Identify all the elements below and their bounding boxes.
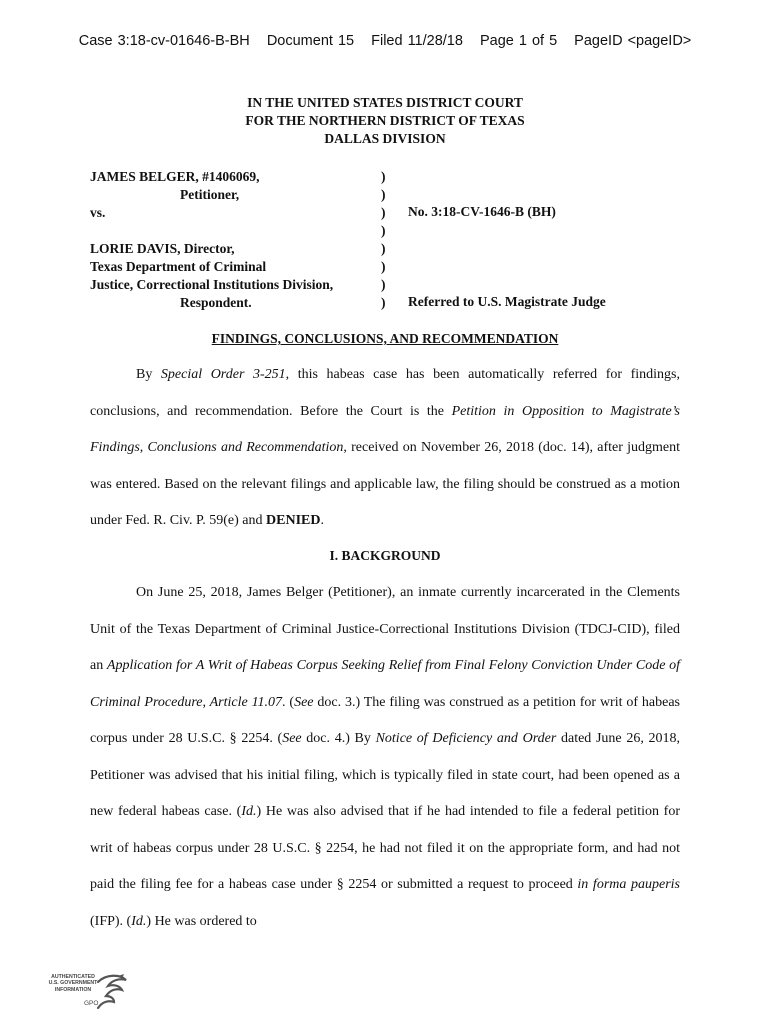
case-number: No. 3:18-CV-1646-B (BH) bbox=[408, 204, 556, 219]
intro-paragraph: By Special Order 3-251, this habeas case has been automatically referred for findings, conclusions, and recommendation. Before the Court is the Petition in Opposition to Magistrate’s Findings, Conclusions and Recommendation, received on November 26, 2018 (doc. 14), after judgment was entered. Based on the relevant filings and applicable law, the filing should be construed as a motion under Fed. R. Civ. P. 59(e) and DENIED. bbox=[90, 367, 681, 528]
caption-paren: ) bbox=[381, 187, 386, 202]
page-number: Page 1 of 5 bbox=[479, 33, 558, 49]
caption-paren: ) bbox=[381, 295, 386, 310]
respondent-role: Respondent. bbox=[180, 295, 252, 310]
caption-paren: ) bbox=[381, 259, 386, 274]
case-number-header: Case 3:18-cv-01646-B-BH bbox=[78, 33, 250, 49]
document-number: Document 15 bbox=[266, 33, 355, 49]
caption-paren: ) bbox=[381, 241, 386, 256]
respondent-line-3: Justice, Correctional Institutions Division, bbox=[90, 277, 334, 292]
eagle-icon bbox=[94, 972, 130, 1014]
case-caption-parties bbox=[90, 168, 333, 312]
court-line-3: DALLAS DIVISION bbox=[324, 131, 446, 146]
respondent-line-2: Texas Department of Criminal bbox=[90, 259, 267, 274]
section-heading-background: I. BACKGROUND bbox=[329, 548, 441, 563]
caption-paren: ) bbox=[381, 223, 386, 238]
versus: vs. bbox=[90, 205, 106, 220]
document-title: FINDINGS, CONCLUSIONS, AND RECOMMENDATION bbox=[211, 331, 559, 346]
filed-date: Filed 11/28/18 bbox=[371, 33, 463, 49]
gpo-authentication-seal: AUTHENTICATED U.S. GOVERNMENT INFORMATION GPO bbox=[44, 972, 130, 1014]
page-id: PageID <pageID> bbox=[574, 33, 692, 49]
caption-parentheses bbox=[381, 168, 386, 312]
caption-paren: ) bbox=[381, 277, 386, 292]
respondent-name: LORIE DAVIS, Director, bbox=[90, 241, 235, 256]
court-line-1: IN THE UNITED STATES DISTRICT COURT bbox=[247, 95, 523, 110]
petitioner-role: Petitioner, bbox=[180, 187, 240, 202]
gpo-label: GPO bbox=[84, 1000, 99, 1007]
page-header bbox=[0, 33, 770, 49]
court-heading bbox=[0, 94, 770, 148]
referral-note: Referred to U.S. Magistrate Judge bbox=[408, 294, 606, 309]
caption-paren: ) bbox=[381, 205, 386, 220]
court-line-2: FOR THE NORTHERN DISTRICT OF TEXAS bbox=[245, 113, 525, 128]
background-paragraph: On June 25, 2018, James Belger (Petitioner), an inmate currently incarcerated in the Clements Unit of the Texas Department of Criminal Justice-Correctional Institutions Division (TDCJ-CID), filed an Application for A Writ of Habeas Corpus Seeking Relief from Final Felony Conviction Under Code of Criminal Procedure, Article 11.07. (See doc. 3.) The filing was construed as a petition for writ of habeas corpus under 28 U.S.C. § 2254. (See doc. 4.) By Notice of Deficiency and Order dated June 26, 2018, Petitioner was advised that his initial filing, which is typically filed in state court, had been opened as a new federal habeas case. (Id.) He was also advised that if he had intended to file a federal petition for writ of habeas corpus under 28 U.S.C. § 2254, he had not filed it on the appropriate form, and had not paid the filing fee for a habeas case under § 2254 or submitted a request to proceed in forma pauperis (IFP). (Id.) He was ordered to bbox=[90, 585, 681, 929]
caption-paren: ) bbox=[381, 169, 386, 184]
petitioner-name: JAMES BELGER, #1406069, bbox=[90, 169, 260, 184]
